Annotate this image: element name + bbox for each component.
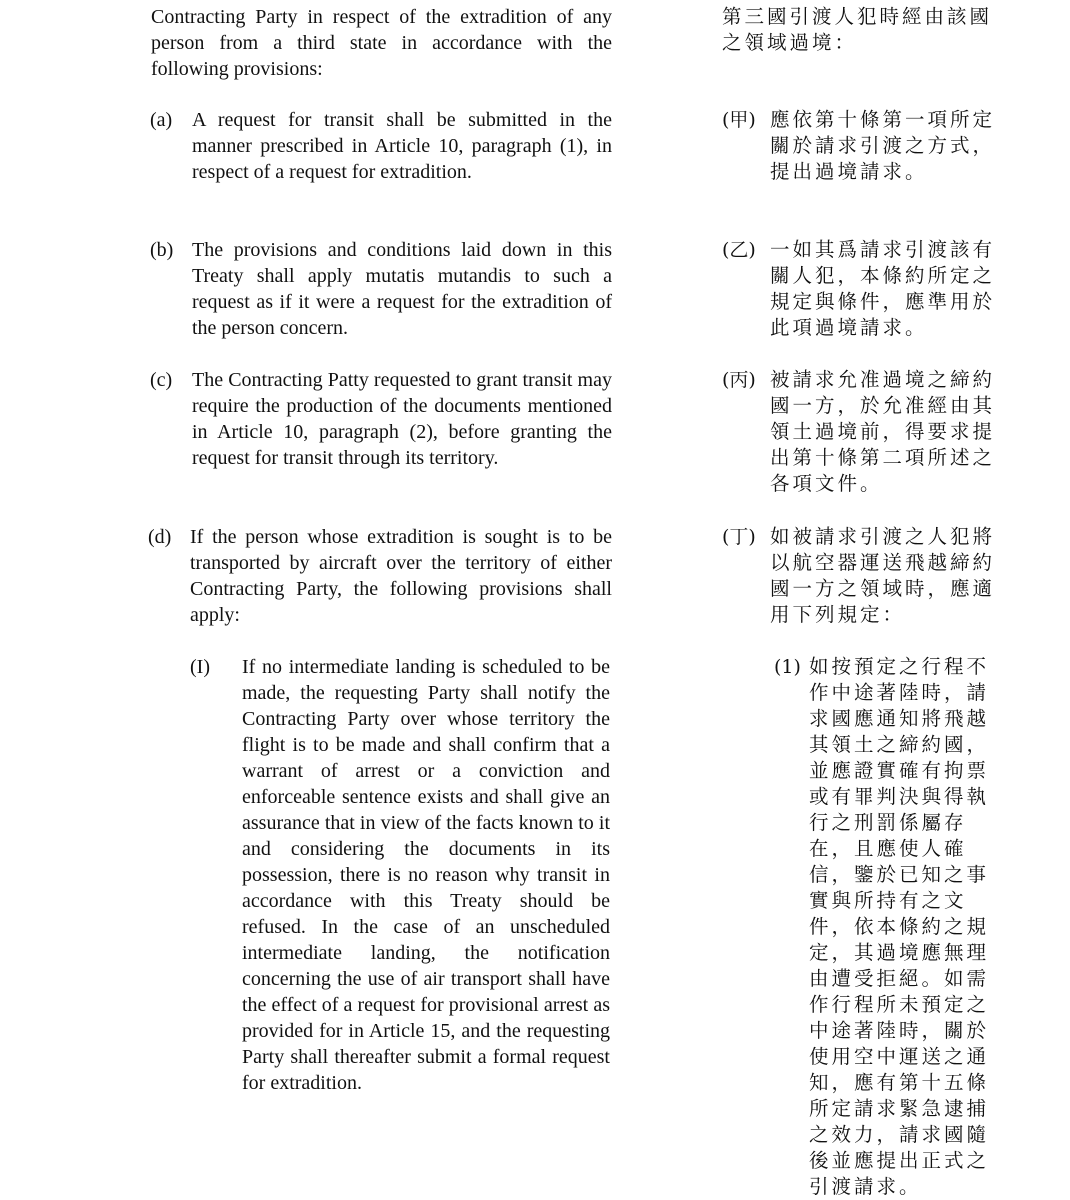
subitem-zh-1-text: 如按預定之行程不作中途著陸時，請求國應通知將飛越其領土之締約國，並應證實確有拘票或有罪判決與得執行之刑罰係屬存在，且應使人確信，鑒於已知之事實與所持有之文件，依本條約之規定，其過境應無理由遭受拒絕。如需作行程所未預定之中途著陸時，關於使用空中運送之通知，應有第十五條所定請求緊急逮捕之效力，請求國隨後並應提出正式之引渡請求。 bbox=[809, 655, 990, 1198]
item-yi-text: 一如其爲請求引渡該有關人犯，本條約所定之規定與條件，應準用於此項過境請求。 bbox=[770, 238, 996, 339]
item-a-label: (a) bbox=[150, 109, 173, 131]
item-b-text: The provisions and conditions laid down in this Treaty shall apply mutatis mutandis to such a request as if it were a request for the extradition of the person concern. bbox=[192, 239, 612, 339]
item-b-label: (b) bbox=[150, 239, 174, 261]
english-intro: Contracting Party in respect of the extradition of any person from a third state in accordance with the following provisions: bbox=[151, 6, 612, 80]
item-d-label: (d) bbox=[148, 526, 172, 548]
item-bing-text: 被請求允准過境之締約國一方，於允准經由其領土過境前，得要求提出第十條第二項所述之各項文件。 bbox=[770, 368, 996, 495]
item-ding-label: (丁) bbox=[722, 526, 756, 548]
item-ding-text: 如被請求引渡之人犯將以航空器運送飛越締約國一方之領域時，應適用下列規定： bbox=[770, 525, 996, 626]
item-yi-label: (乙) bbox=[722, 239, 756, 261]
subitem-zh-1-label: (1) bbox=[774, 656, 801, 678]
subitem-1-label: (I) bbox=[190, 656, 210, 678]
item-c-text: The Contracting Patty requested to grant transit may require the production of the documents mentioned in Article 10, paragraph (2), before granting the request for transit through its territory. bbox=[192, 369, 612, 469]
item-c-label: (c) bbox=[150, 369, 173, 391]
item-bing-label: (丙) bbox=[722, 369, 756, 391]
subitem-1-text: If no intermediate landing is scheduled to be made, the requesting Party shall notify the Contracting Party over whose territory the flight is to be made and shall confirm that a warrant of arrest or a conviction and enforceable sentence exists and shall give an assurance that in view of the facts known to it and considering the documents in its possession, there is no reason why transit in accordance with this Treaty should be refused. In the case of an unscheduled intermediate landing, the notification concerning the use of air transport shall have the effect of a request for provisional arrest as provided for in Article 15, and the requesting Party shall thereafter submit a formal request for extradition. bbox=[242, 656, 610, 1094]
item-d-text: If the person whose extradition is sought is to be transported by aircraft over the territory of either Contracting Party, the following provisions shall apply: bbox=[190, 526, 612, 626]
chinese-intro: 第三國引渡人犯時經由該國之領域過境： bbox=[722, 5, 993, 54]
item-a-text: A request for transit shall be submitted in the manner prescribed in Article 10, paragraph (1), in respect of a request for extradition. bbox=[192, 109, 612, 183]
item-jia-text: 應依第十條第一項所定關於請求引渡之方式，提出過境請求。 bbox=[770, 108, 996, 183]
item-jia-label: (甲) bbox=[722, 109, 756, 131]
